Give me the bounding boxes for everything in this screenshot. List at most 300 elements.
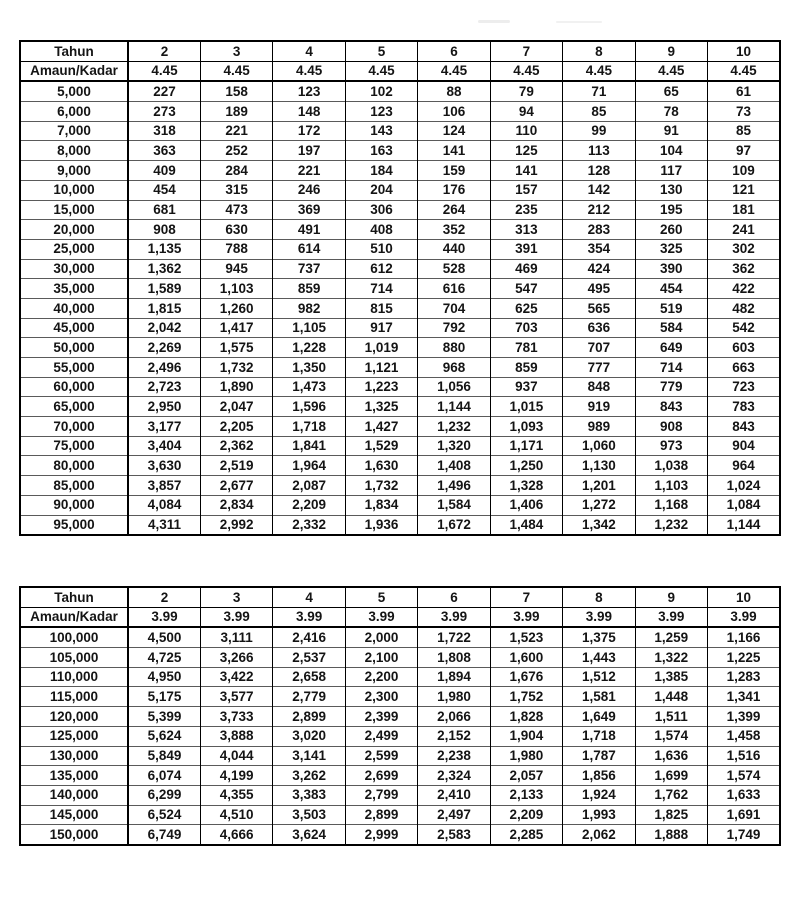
payment-cell: 5,175 (128, 687, 200, 707)
payment-cell: 65 (635, 81, 707, 101)
payment-cell: 1,168 (635, 495, 707, 515)
payment-cell: 848 (563, 377, 635, 397)
payment-cell: 1,458 (708, 726, 781, 746)
payment-cell: 1,633 (708, 785, 781, 805)
payment-cell: 2,599 (345, 746, 417, 766)
payment-cell: 130 (635, 180, 707, 200)
rate-row (20, 607, 780, 627)
payment-cell: 2,209 (490, 805, 562, 825)
payment-cell: 157 (490, 180, 562, 200)
payment-cell: 110 (490, 121, 562, 141)
payment-cell: 1,825 (635, 805, 707, 825)
payment-cell: 121 (708, 180, 781, 200)
payment-cell: 1,676 (490, 667, 562, 687)
scan-artifact (556, 21, 602, 23)
payment-cell: 1,038 (635, 456, 707, 476)
payment-cell: 424 (563, 259, 635, 279)
payment-cell: 792 (418, 318, 490, 338)
payment-cell: 843 (635, 397, 707, 417)
payment-cell: 1,722 (418, 627, 490, 647)
payment-cell: 714 (635, 358, 707, 378)
payment-cell: 1,166 (708, 627, 781, 647)
payment-cell: 71 (563, 81, 635, 101)
payment-cell: 1,699 (635, 766, 707, 786)
payment-cell: 1,325 (345, 397, 417, 417)
payment-cell: 79 (490, 81, 562, 101)
payment-cell: 1,341 (708, 687, 781, 707)
payment-cell: 97 (708, 141, 781, 161)
payment-cell: 663 (708, 358, 781, 378)
year-header-cell: 5 (345, 41, 417, 61)
amount-cell: 85,000 (20, 476, 128, 496)
payment-cell: 945 (200, 259, 272, 279)
payment-cell: 3,020 (273, 726, 345, 746)
payment-cell: 681 (128, 200, 200, 220)
payment-cell: 6,299 (128, 785, 200, 805)
payment-cell: 4,084 (128, 495, 200, 515)
payment-cell: 1,228 (273, 338, 345, 358)
payment-cell: 1,320 (418, 436, 490, 456)
payment-cell: 2,677 (200, 476, 272, 496)
scan-artifact (478, 20, 510, 23)
rate-row (20, 61, 780, 81)
table-row (20, 121, 780, 141)
payment-cell: 649 (635, 338, 707, 358)
payment-cell: 584 (635, 318, 707, 338)
payment-cell: 246 (273, 180, 345, 200)
payment-cell: 1,936 (345, 515, 417, 535)
payment-cell: 1,762 (635, 785, 707, 805)
payment-cell: 3,383 (273, 785, 345, 805)
payment-cell: 212 (563, 200, 635, 220)
payment-cell: 352 (418, 220, 490, 240)
payment-cell: 163 (345, 141, 417, 161)
table-row (20, 766, 780, 786)
amount-cell: 8,000 (20, 141, 128, 161)
payment-cell: 1,516 (708, 746, 781, 766)
year-header-cell: 6 (418, 41, 490, 61)
payment-cell: 2,057 (490, 766, 562, 786)
payment-cell: 2,285 (490, 825, 562, 845)
payment-cell: 1,890 (200, 377, 272, 397)
payment-cell: 783 (708, 397, 781, 417)
payment-cell: 143 (345, 121, 417, 141)
amount-cell: 35,000 (20, 279, 128, 299)
amount-cell: 140,000 (20, 785, 128, 805)
payment-cell: 2,152 (418, 726, 490, 746)
year-header-label: Tahun (20, 587, 128, 607)
amount-cell: 105,000 (20, 648, 128, 668)
rate-cell: 3.99 (490, 607, 562, 627)
rate-cell: 3.99 (418, 607, 490, 627)
payment-cell: 1,523 (490, 627, 562, 647)
year-header-cell: 5 (345, 587, 417, 607)
amount-cell: 95,000 (20, 515, 128, 535)
amount-cell: 9,000 (20, 161, 128, 181)
payment-cell: 1,980 (490, 746, 562, 766)
table-row (20, 220, 780, 240)
table-row (20, 141, 780, 161)
payment-cell: 1,144 (418, 397, 490, 417)
table-row (20, 805, 780, 825)
payment-cell: 141 (418, 141, 490, 161)
payment-cell: 2,300 (345, 687, 417, 707)
payment-cell: 1,417 (200, 318, 272, 338)
payment-cell: 1,103 (200, 279, 272, 299)
payment-cell: 106 (418, 102, 490, 122)
payment-cell: 1,718 (273, 417, 345, 437)
amount-cell: 130,000 (20, 746, 128, 766)
payment-cell: 2,992 (200, 515, 272, 535)
payment-cell: 1,015 (490, 397, 562, 417)
payment-cell: 703 (490, 318, 562, 338)
payment-cell: 113 (563, 141, 635, 161)
year-header-cell: 10 (708, 587, 781, 607)
payment-cell: 964 (708, 456, 781, 476)
payment-cell: 968 (418, 358, 490, 378)
rate-cell: 3.99 (635, 607, 707, 627)
year-header-cell: 2 (128, 41, 200, 61)
payment-cell: 843 (708, 417, 781, 437)
payment-cell: 2,324 (418, 766, 490, 786)
payment-cell: 2,999 (345, 825, 417, 845)
payment-cell: 363 (128, 141, 200, 161)
rate-cell: 4.45 (418, 61, 490, 81)
payment-cell: 176 (418, 180, 490, 200)
payment-cell: 3,404 (128, 436, 200, 456)
payment-cell: 2,362 (200, 436, 272, 456)
payment-cell: 2,899 (273, 707, 345, 727)
year-header-cell: 9 (635, 587, 707, 607)
payment-cell: 1,272 (563, 495, 635, 515)
payment-cell: 4,666 (200, 825, 272, 845)
payment-cell: 5,849 (128, 746, 200, 766)
amount-cell: 60,000 (20, 377, 128, 397)
payment-cell: 2,496 (128, 358, 200, 378)
payment-cell: 85 (563, 102, 635, 122)
payment-cell: 1,815 (128, 298, 200, 318)
payment-cell: 422 (708, 279, 781, 299)
payment-cell: 454 (128, 180, 200, 200)
payment-cell: 973 (635, 436, 707, 456)
payment-cell: 781 (490, 338, 562, 358)
payment-cell: 1,649 (563, 707, 635, 727)
payment-cell: 1,121 (345, 358, 417, 378)
payment-cell: 1,144 (708, 515, 781, 535)
payment-cell: 482 (708, 298, 781, 318)
payment-cell: 1,584 (418, 495, 490, 515)
payment-cell: 1,596 (273, 397, 345, 417)
year-header-cell: 6 (418, 587, 490, 607)
payment-cell: 1,574 (635, 726, 707, 746)
payment-cell: 88 (418, 81, 490, 101)
year-header-label: Tahun (20, 41, 128, 61)
payment-cell: 1,964 (273, 456, 345, 476)
payment-cell: 3,733 (200, 707, 272, 727)
table-row (20, 627, 780, 647)
table-row (20, 279, 780, 299)
payment-cell: 779 (635, 377, 707, 397)
payment-cell: 1,259 (635, 627, 707, 647)
payment-cell: 1,894 (418, 667, 490, 687)
payment-cell: 2,799 (345, 785, 417, 805)
payment-cell: 1,328 (490, 476, 562, 496)
payment-cell: 302 (708, 239, 781, 259)
payment-cell: 4,355 (200, 785, 272, 805)
payment-cell: 491 (273, 220, 345, 240)
payment-cell: 2,899 (345, 805, 417, 825)
table-row (20, 417, 780, 437)
payment-cell: 125 (490, 141, 562, 161)
payment-cell: 1,718 (563, 726, 635, 746)
payment-cell: 3,111 (200, 627, 272, 647)
payment-cell: 880 (418, 338, 490, 358)
payment-cell: 1,060 (563, 436, 635, 456)
payment-cell: 2,042 (128, 318, 200, 338)
payment-table-rate-4-45 (19, 40, 781, 536)
payment-cell: 204 (345, 180, 417, 200)
payment-cell: 315 (200, 180, 272, 200)
payment-cell: 2,658 (273, 667, 345, 687)
payment-cell: 1,135 (128, 239, 200, 259)
payment-cell: 1,448 (635, 687, 707, 707)
amount-cell: 25,000 (20, 239, 128, 259)
payment-cell: 625 (490, 298, 562, 318)
table-row (20, 180, 780, 200)
payment-cell: 565 (563, 298, 635, 318)
payment-cell: 3,141 (273, 746, 345, 766)
payment-cell: 1,787 (563, 746, 635, 766)
table-row (20, 200, 780, 220)
amount-cell: 7,000 (20, 121, 128, 141)
payment-cell: 1,496 (418, 476, 490, 496)
payment-cell: 547 (490, 279, 562, 299)
payment-cell: 3,630 (128, 456, 200, 476)
payment-cell: 1,600 (490, 648, 562, 668)
payment-cell: 616 (418, 279, 490, 299)
payment-cell: 1,283 (708, 667, 781, 687)
payment-cell: 123 (345, 102, 417, 122)
rate-cell: 4.45 (490, 61, 562, 81)
payment-cell: 241 (708, 220, 781, 240)
payment-cell: 2,133 (490, 785, 562, 805)
payment-cell: 1,574 (708, 766, 781, 786)
payment-cell: 2,834 (200, 495, 272, 515)
amount-cell: 80,000 (20, 456, 128, 476)
table-row (20, 648, 780, 668)
payment-cell: 6,749 (128, 825, 200, 845)
payment-cell: 707 (563, 338, 635, 358)
payment-cell: 4,725 (128, 648, 200, 668)
payment-cell: 2,087 (273, 476, 345, 496)
payment-cell: 1,575 (200, 338, 272, 358)
payment-cell: 1,406 (490, 495, 562, 515)
payment-cell: 172 (273, 121, 345, 141)
rate-cell: 3.99 (563, 607, 635, 627)
payment-cell: 3,262 (273, 766, 345, 786)
rate-label: Amaun/Kadar (20, 61, 128, 81)
payment-table-rate-3-99 (19, 586, 781, 846)
payment-cell: 1,024 (708, 476, 781, 496)
payment-cell: 3,177 (128, 417, 200, 437)
payment-cell: 264 (418, 200, 490, 220)
payment-cell: 1,130 (563, 456, 635, 476)
payment-cell: 3,857 (128, 476, 200, 496)
payment-cell: 61 (708, 81, 781, 101)
table-row (20, 687, 780, 707)
payment-cell: 1,375 (563, 627, 635, 647)
table-row (20, 239, 780, 259)
payment-cell: 362 (708, 259, 781, 279)
payment-cell: 284 (200, 161, 272, 181)
payment-cell: 2,000 (345, 627, 417, 647)
payment-cell: 2,779 (273, 687, 345, 707)
payment-cell: 4,510 (200, 805, 272, 825)
rate-cell: 4.45 (708, 61, 781, 81)
table-row (20, 338, 780, 358)
payment-cell: 117 (635, 161, 707, 181)
payment-cell: 1,904 (490, 726, 562, 746)
rate-cell: 3.99 (345, 607, 417, 627)
payment-cell: 409 (128, 161, 200, 181)
payment-cell: 2,047 (200, 397, 272, 417)
payment-cell: 519 (635, 298, 707, 318)
table-row (20, 358, 780, 378)
payment-cell: 391 (490, 239, 562, 259)
payment-cell: 260 (635, 220, 707, 240)
payment-cell: 6,524 (128, 805, 200, 825)
table-row (20, 707, 780, 727)
payment-cell: 469 (490, 259, 562, 279)
payment-cell: 3,503 (273, 805, 345, 825)
payment-cell: 109 (708, 161, 781, 181)
payment-cell: 1,250 (490, 456, 562, 476)
table-body (20, 41, 780, 535)
payment-cell: 1,223 (345, 377, 417, 397)
amount-cell: 10,000 (20, 180, 128, 200)
amount-cell: 125,000 (20, 726, 128, 746)
payment-cell: 1,019 (345, 338, 417, 358)
payment-cell: 189 (200, 102, 272, 122)
amount-cell: 150,000 (20, 825, 128, 845)
year-header-cell: 3 (200, 587, 272, 607)
payment-cell: 1,342 (563, 515, 635, 535)
amount-cell: 75,000 (20, 436, 128, 456)
payment-cell: 94 (490, 102, 562, 122)
payment-cell: 2,200 (345, 667, 417, 687)
table-row (20, 785, 780, 805)
table-row (20, 161, 780, 181)
payment-cell: 1,924 (563, 785, 635, 805)
payment-cell: 815 (345, 298, 417, 318)
payment-cell: 390 (635, 259, 707, 279)
amount-cell: 40,000 (20, 298, 128, 318)
amount-cell: 55,000 (20, 358, 128, 378)
payment-cell: 2,209 (273, 495, 345, 515)
payment-cell: 99 (563, 121, 635, 141)
amount-cell: 5,000 (20, 81, 128, 101)
payment-cell: 2,499 (345, 726, 417, 746)
payment-cell: 1,732 (345, 476, 417, 496)
year-header-cell: 9 (635, 41, 707, 61)
payment-cell: 2,332 (273, 515, 345, 535)
payment-cell: 1,443 (563, 648, 635, 668)
amount-cell: 115,000 (20, 687, 128, 707)
payment-cell: 1,511 (635, 707, 707, 727)
payment-cell: 1,529 (345, 436, 417, 456)
payment-cell: 1,841 (273, 436, 345, 456)
amount-cell: 120,000 (20, 707, 128, 727)
rate-cell: 4.45 (200, 61, 272, 81)
payment-cell: 2,583 (418, 825, 490, 845)
payment-cell: 1,201 (563, 476, 635, 496)
year-header-cell: 8 (563, 587, 635, 607)
payment-cell: 124 (418, 121, 490, 141)
payment-cell: 123 (273, 81, 345, 101)
payment-cell: 1,105 (273, 318, 345, 338)
payment-cell: 454 (635, 279, 707, 299)
year-header-cell: 4 (273, 587, 345, 607)
amount-cell: 145,000 (20, 805, 128, 825)
payment-cell: 495 (563, 279, 635, 299)
table-row (20, 495, 780, 515)
payment-cell: 636 (563, 318, 635, 338)
payment-cell: 919 (563, 397, 635, 417)
payment-cell: 1,484 (490, 515, 562, 535)
payment-cell: 473 (200, 200, 272, 220)
payment-cell: 704 (418, 298, 490, 318)
payment-cell: 1,103 (635, 476, 707, 496)
amount-cell: 135,000 (20, 766, 128, 786)
payment-cell: 195 (635, 200, 707, 220)
payment-cell: 2,062 (563, 825, 635, 845)
rate-cell: 3.99 (200, 607, 272, 627)
payment-cell: 148 (273, 102, 345, 122)
table-row (20, 81, 780, 101)
table-row (20, 667, 780, 687)
payment-cell: 1,749 (708, 825, 781, 845)
payment-cell: 73 (708, 102, 781, 122)
payment-cell: 1,084 (708, 495, 781, 515)
payment-cell: 630 (200, 220, 272, 240)
payment-cell: 982 (273, 298, 345, 318)
rate-cell: 4.45 (273, 61, 345, 81)
payment-cell: 235 (490, 200, 562, 220)
payment-cell: 1,888 (635, 825, 707, 845)
rate-cell: 4.45 (345, 61, 417, 81)
payment-cell: 989 (563, 417, 635, 437)
rate-cell: 4.45 (128, 61, 200, 81)
payment-cell: 1,808 (418, 648, 490, 668)
payment-cell: 2,699 (345, 766, 417, 786)
payment-cell: 3,422 (200, 667, 272, 687)
payment-cell: 318 (128, 121, 200, 141)
payment-cell: 273 (128, 102, 200, 122)
payment-cell: 1,056 (418, 377, 490, 397)
year-header-cell: 7 (490, 41, 562, 61)
payment-cell: 283 (563, 220, 635, 240)
table-row (20, 318, 780, 338)
amount-cell: 45,000 (20, 318, 128, 338)
payment-cell: 313 (490, 220, 562, 240)
payment-cell: 5,399 (128, 707, 200, 727)
year-header-cell: 4 (273, 41, 345, 61)
payment-cell: 2,269 (128, 338, 200, 358)
payment-cell: 1,512 (563, 667, 635, 687)
table-row (20, 825, 780, 845)
payment-cell: 184 (345, 161, 417, 181)
payment-cell: 1,589 (128, 279, 200, 299)
